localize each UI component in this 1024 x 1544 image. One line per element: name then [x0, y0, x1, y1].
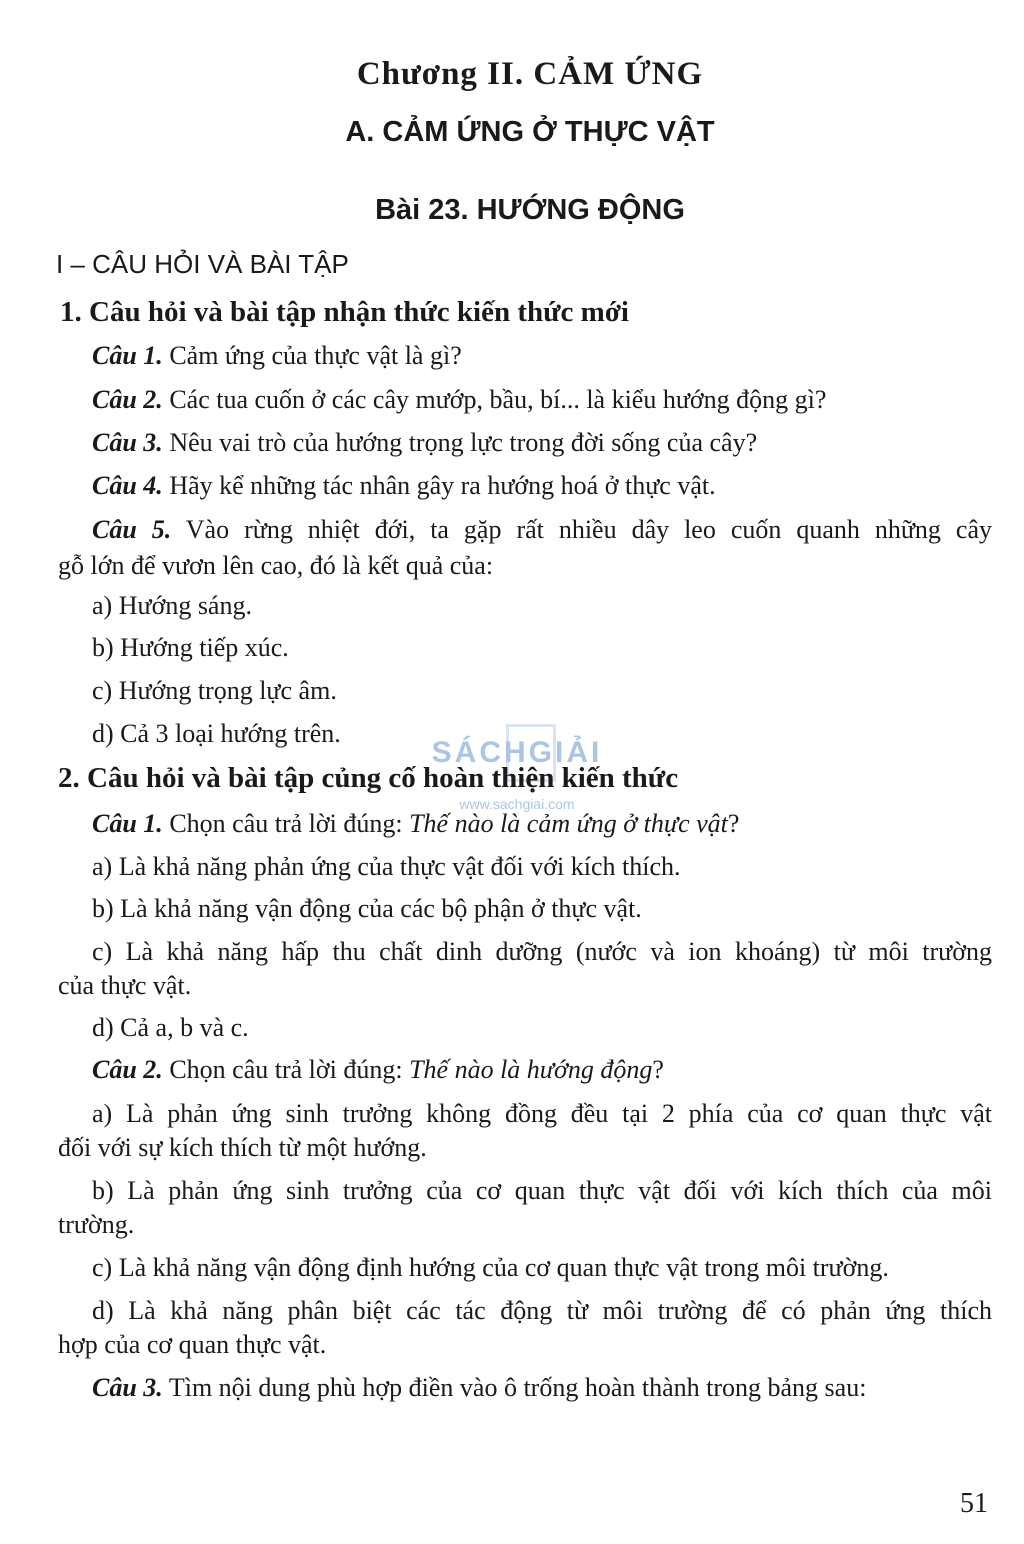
watermark-brand: SÁCHGIẢI	[431, 736, 603, 769]
question-label: Câu 2.	[92, 385, 163, 414]
s2q2-option-a: a) Là phản ứng sinh trưởng không đồng đều tại 2 phía của cơ quan thực vật	[92, 1099, 992, 1128]
s2q2-option-b-cont: trường.	[58, 1210, 135, 1239]
question-suffix: ?	[727, 809, 740, 838]
q5-option-a: a) Hướng sáng.	[92, 591, 252, 620]
question-label: Câu 1.	[92, 809, 163, 838]
question-text: Vào rừng nhiệt đới, ta gặp rất nhiều dây leo cuốn quanh những cây	[171, 515, 992, 544]
s1-question-5-cont: gỗ lớn để vươn lên cao, đó là kết quả của:	[58, 551, 494, 580]
s2-question-3	[92, 1372, 866, 1404]
section-i-heading: I – CÂU HỎI VÀ BÀI TẬP	[56, 249, 349, 279]
s1-question-4	[92, 470, 716, 502]
section-2-heading: 2. Câu hỏi và bài tập củng cố hoàn thiện kiến thức	[58, 762, 679, 794]
question-italic: Thế nào là hướng động	[409, 1055, 653, 1084]
watermark-url: www.sachgiai.com	[459, 796, 575, 812]
question-text: Cảm ứng của thực vật là gì?	[162, 341, 462, 370]
s2q1-option-d: d) Cả a, b và c.	[92, 1013, 249, 1042]
question-prefix: Chọn câu trả lời đúng:	[162, 809, 410, 838]
question-label: Câu 2.	[92, 1055, 163, 1084]
s2q2-option-d: d) Là khả năng phân biệt các tác động từ môi trường để có phản ứng thích	[92, 1296, 992, 1325]
question-text: Các tua cuốn ở các cây mướp, bầu, bí... là kiểu hướng động gì?	[162, 385, 827, 414]
question-italic: Thế nào là cảm ứng ở thực vật	[409, 809, 728, 838]
s1-question-2	[92, 384, 826, 416]
section-1-heading: 1. Câu hỏi và bài tập nhận thức kiến thức mới	[60, 296, 629, 328]
question-prefix: Chọn câu trả lời đúng:	[162, 1055, 410, 1084]
part-title: A. CẢM ỨNG Ở THỰC VẬT	[345, 116, 715, 148]
page-number: 51	[960, 1488, 988, 1519]
s2q1-option-c-cont: của thực vật.	[58, 971, 192, 1000]
q5-option-b: b) Hướng tiếp xúc.	[92, 633, 289, 662]
question-text: Nêu vai trò của hướng trọng lực trong đời sống của cây?	[162, 428, 758, 457]
q5-option-c: c) Hướng trọng lực âm.	[92, 676, 337, 705]
question-text: Tìm nội dung phù hợp điền vào ô trống hoàn thành trong bảng sau:	[162, 1373, 867, 1402]
s2q1-option-a: a) Là khả năng phản ứng của thực vật đối với kích thích.	[92, 852, 681, 881]
question-text: Hãy kể những tác nhân gây ra hướng hoá ở thực vật.	[162, 471, 716, 500]
s2q2-option-c: c) Là khả năng vận động định hướng của cơ quan thực vật trong môi trường.	[92, 1253, 889, 1282]
question-label: Câu 5.	[92, 515, 172, 544]
s1-question-3	[92, 427, 757, 459]
question-suffix: ?	[652, 1055, 664, 1084]
question-label: Câu 1.	[92, 341, 163, 370]
s2-question-2	[92, 1054, 664, 1086]
s2q2-option-a-cont: đối với sự kích thích từ một hướng.	[58, 1133, 427, 1162]
s2q1-option-b: b) Là khả năng vận động của các bộ phận ở thực vật.	[92, 894, 642, 923]
s2q2-option-b: b) Là phản ứng sinh trưởng của cơ quan thực vật đối với kích thích của môi	[92, 1176, 992, 1205]
s2q1-option-c: c) Là khả năng hấp thu chất dinh dưỡng (nước và ion khoáng) từ môi trường	[92, 937, 992, 966]
lesson-title: Bài 23. HƯỚNG ĐỘNG	[375, 194, 685, 226]
question-label: Câu 3.	[92, 1373, 163, 1402]
question-label: Câu 4.	[92, 471, 163, 500]
s2q2-option-d-cont: hợp của cơ quan thực vật.	[58, 1330, 327, 1359]
chapter-title: Chương II. CẢM ỨNG	[356, 56, 704, 92]
s1-question-1	[92, 340, 462, 372]
s1-question-5	[92, 514, 992, 546]
question-label: Câu 3.	[92, 428, 163, 457]
s2-question-1	[92, 808, 739, 840]
q5-option-d: d) Cả 3 loại hướng trên.	[92, 719, 341, 748]
